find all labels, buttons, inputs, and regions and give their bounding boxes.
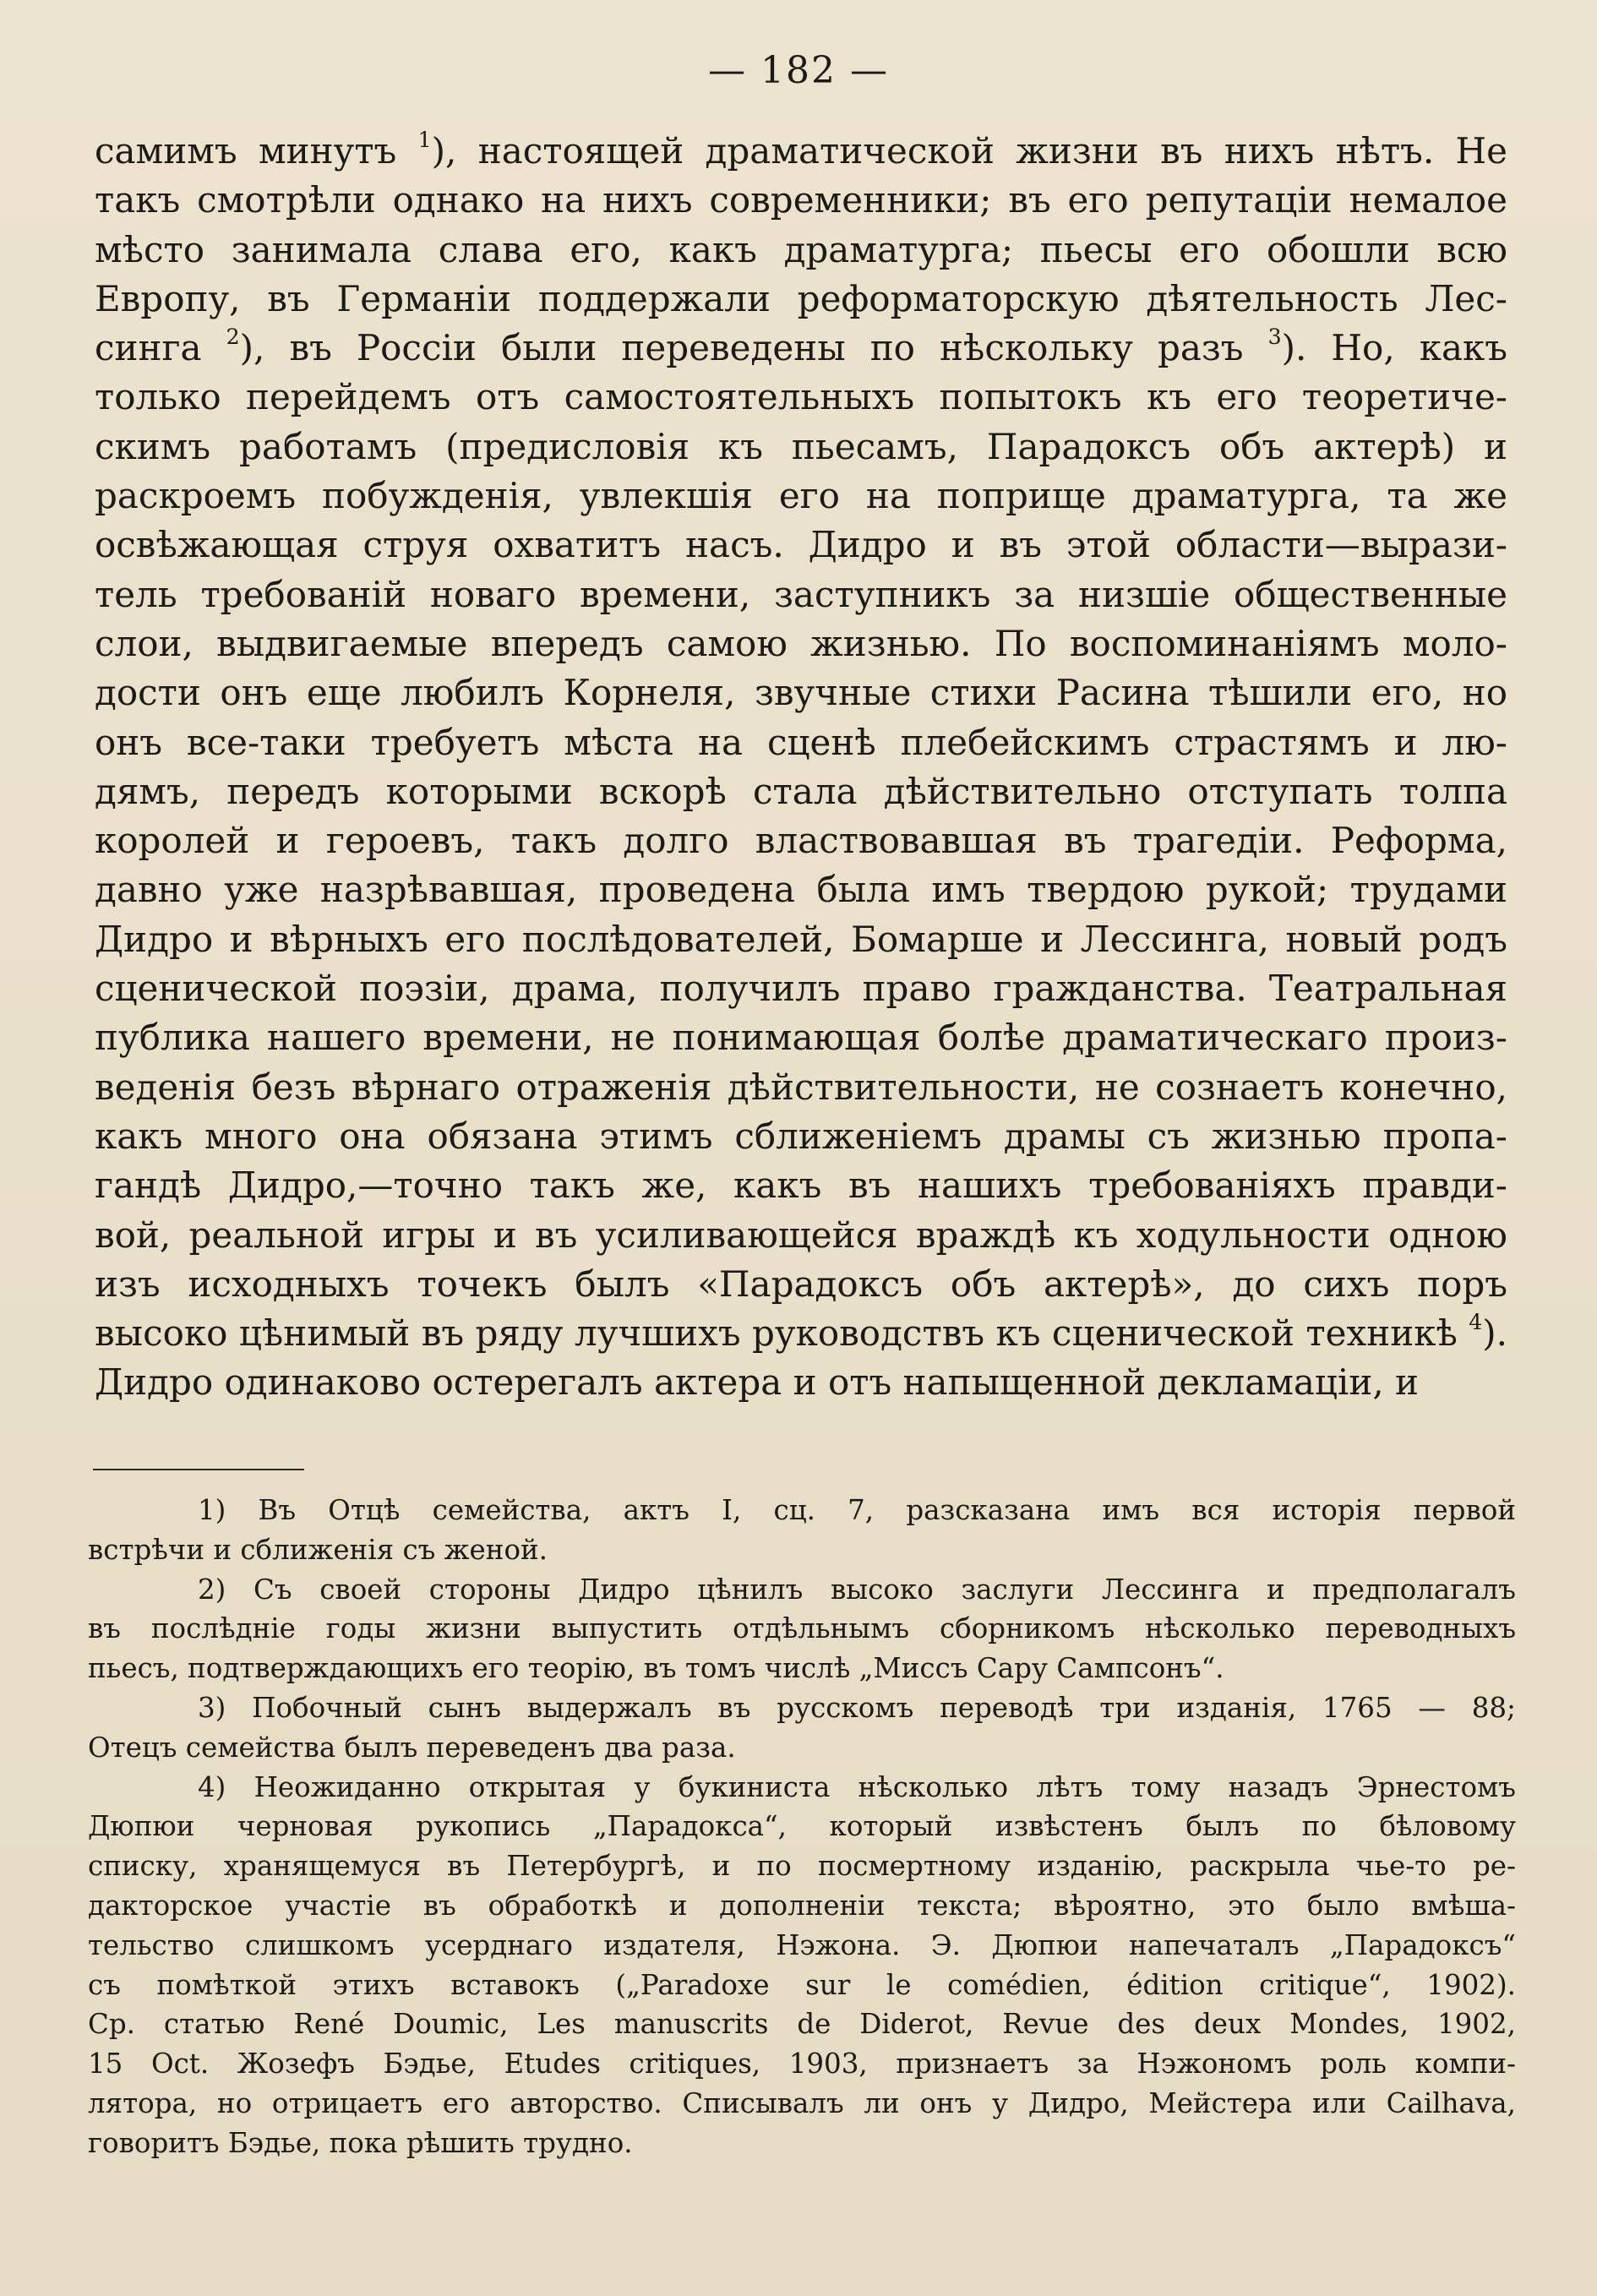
text-run: мѣсто занимала слава его, какъ драматурга; пьесы его обошли всю — [95, 228, 1507, 270]
text-run: освѣжающая струя охватитъ насъ. Дидро и въ этой области—вырази- — [95, 524, 1507, 566]
text-run: ), настоящей драматической жизни въ нихъ нѣтъ. Не — [431, 130, 1508, 172]
text-line — [95, 816, 1507, 865]
footnote-ref: 4 — [1469, 1310, 1483, 1335]
text-run: Европу, въ Германіи поддержали реформаторскую дѣятельность Лес- — [95, 277, 1507, 319]
footnote-line — [88, 1728, 1516, 1768]
text-line — [95, 1161, 1507, 1210]
footnote-text: пьесъ, подтверждающихъ его теорію, въ томъ числѣ „Миссъ Сару Сампсонъ“. — [88, 1652, 1224, 1685]
text-line — [95, 1211, 1507, 1260]
footnote-line — [88, 1649, 1516, 1688]
footnote-text: Дюпюи черновая рукопись „Парадокса“, который извѣстенъ былъ по бѣловому — [88, 1810, 1516, 1843]
text-run: дости онъ еще любилъ Корнеля, звучные стихи Расина тѣшили его, но — [95, 672, 1507, 714]
text-run: Дидро одинаково остерегалъ актера и отъ напыщенной декламаціи, и — [95, 1361, 1420, 1404]
text-run: самимъ минутъ — [95, 130, 418, 172]
footnote-line — [88, 1807, 1516, 1846]
text-run: веденія безъ вѣрнаго отраженія дѣйствительности, не сознаетъ конечно, — [95, 1066, 1507, 1108]
footnote-text: въ послѣдніе годы жизни выпустить отдѣльнымъ сборникомъ нѣсколько переводныхъ — [88, 1612, 1516, 1645]
text-run: раскроемъ побужденія, увлекшія его на поприще драматурга, та же — [95, 475, 1507, 517]
footnote-line — [88, 1926, 1516, 1966]
text-line — [95, 915, 1507, 964]
footnote-text: Ср. статью René Doumic, Les manuscrits de Diderot, Revue des deux Mondes, 1902, — [88, 2008, 1516, 2041]
footnote-text: 2) Съ своей стороны Дидро цѣнилъ высоко заслуги Лессинга и предполагалъ — [198, 1573, 1516, 1606]
text-line — [95, 718, 1507, 767]
footnote-line — [88, 1966, 1516, 2005]
footnote-text: 3) Побочный сынъ выдержалъ въ русскомъ переводѣ три изданія, 1765 — 88; — [198, 1691, 1516, 1724]
text-run: дямъ, передъ которыми вскорѣ стала дѣйствительно отступать толпа — [95, 770, 1507, 812]
text-run: вой, реальной игры и въ усиливающейся враждѣ къ ходульности одною — [95, 1213, 1507, 1256]
footnote-line — [88, 1768, 1516, 1808]
footnote-line — [88, 1846, 1516, 1886]
footnote-line — [88, 1570, 1516, 1610]
text-run: изъ исходныхъ точекъ былъ «Парадоксъ объ актерѣ», до сихъ поръ — [95, 1263, 1507, 1305]
text-line — [95, 964, 1507, 1013]
footnote-ref: 3 — [1267, 324, 1282, 350]
text-line — [95, 373, 1507, 422]
text-line — [95, 668, 1507, 717]
text-line — [95, 472, 1507, 521]
footnote-text: списку, хранящемуся въ Петербургѣ, и по посмертному изданію, раскрыла чье-то ре- — [88, 1850, 1516, 1883]
footnote-text: дакторское участіе въ обработкѣ и дополненіи текста; вѣроятно, это было вмѣша- — [88, 1889, 1516, 1922]
text-line — [95, 767, 1507, 816]
text-line — [95, 127, 1507, 176]
text-run: такъ смотрѣли однако на нихъ современники; въ его репутаціи немалое — [95, 179, 1507, 221]
text-line — [95, 226, 1507, 275]
footnote-line — [88, 1688, 1516, 1728]
footnote-text: съ помѣткой этихъ вставокъ („Paradoxe sur le comédien, édition critique“, 1902). — [88, 1968, 1516, 2001]
footnotes — [88, 1491, 1516, 2163]
footnote-ref: 1 — [417, 128, 432, 153]
footnote-text: говоритъ Бэдье, пока рѣшить трудно. — [88, 2126, 633, 2159]
footnote-line — [88, 1530, 1516, 1570]
footnote-text: лятора, но отрицаетъ его авторство. Списывалъ ли онъ у Дидро, Мейстера или Cailhava, — [88, 2086, 1516, 2119]
text-line — [95, 1358, 1507, 1407]
footnote-line — [88, 1491, 1516, 1530]
footnote-line — [88, 2124, 1516, 2163]
text-run: какъ много она обязана этимъ сближеніемъ драмы съ жизнью пропа- — [95, 1115, 1507, 1157]
footnote-line — [88, 1886, 1516, 1926]
footnote-line — [88, 1609, 1516, 1649]
text-line — [95, 423, 1507, 472]
text-line — [95, 1112, 1507, 1161]
text-line — [95, 570, 1507, 619]
text-line — [95, 1309, 1507, 1358]
text-line — [95, 1013, 1507, 1062]
footnote-separator — [93, 1469, 304, 1470]
text-line — [95, 619, 1507, 668]
text-run: только перейдемъ отъ самостоятельныхъ попытокъ къ его теоретиче- — [95, 376, 1507, 418]
footnote-ref: 2 — [226, 324, 240, 350]
text-run: публика нашего времени, не понимающая болѣе драматическаго произ- — [95, 1017, 1507, 1059]
text-run: сценической поэзіи, драма, получилъ право гражданства. Театральная — [95, 968, 1507, 1010]
footnote-line — [88, 2044, 1516, 2084]
footnote-text: 1) Въ Отцѣ семейства, актъ I, сц. 7, разсказана имъ вся исторія первой — [198, 1494, 1516, 1526]
text-run: скимъ работамъ (предисловія къ пьесамъ, Парадоксъ объ актерѣ) и — [95, 425, 1507, 467]
text-run: давно уже назрѣвавшая, проведена была имъ твердою рукой; трудами — [95, 869, 1507, 911]
footnote-text: Отецъ семейства былъ переведенъ два раза. — [88, 1731, 736, 1764]
text-line — [95, 1260, 1507, 1309]
text-line — [95, 275, 1507, 324]
text-line — [95, 1063, 1507, 1112]
text-run: тель требованій новаго времени, заступникъ за низшіе общественные — [95, 573, 1507, 615]
text-line — [95, 521, 1507, 570]
text-run: гандѣ Дидро,—точно такъ же, какъ въ нашихъ требованіяхъ правди- — [95, 1164, 1507, 1207]
text-line — [95, 865, 1507, 914]
footnote-line — [88, 2084, 1516, 2124]
text-run: синга — [95, 327, 226, 369]
text-run: высоко цѣнимый въ ряду лучшихъ руководствъ къ сценической техникѣ — [95, 1312, 1469, 1355]
text-run: ). Но, какъ — [1281, 327, 1508, 369]
footnote-text: 4) Неожиданно открытая у букиниста нѣсколько лѣтъ тому назадъ Эрнестомъ — [198, 1770, 1516, 1803]
text-run: ), въ Россіи были переведены по нѣскольку разъ — [239, 327, 1268, 369]
text-run: ). — [1482, 1312, 1507, 1355]
text-run: Дидро и вѣрныхъ его послѣдователей, Бомарше и Лессинга, новый родъ — [95, 918, 1507, 960]
text-run: королей и героевъ, такъ долго властвовавшая въ трагедіи. Реформа, — [95, 820, 1507, 862]
footnote-text: встрѣчи и сближенія съ женой. — [88, 1533, 548, 1566]
main-text — [95, 127, 1507, 1408]
text-line — [95, 176, 1507, 225]
footnote-text: тельство слишкомъ усерднаго издателя, Нэжона. Э. Дюпюи напечаталъ „Парадоксъ“ — [88, 1928, 1516, 1961]
page-number: — 182 — — [708, 49, 889, 92]
footnote-text: 15 Oct. Жозефъ Бэдье, Etudes critiques, 1903, признаетъ за Нэжономъ роль компи- — [88, 2048, 1516, 2081]
text-run: слои, выдвигаемые впередъ самою жизнью. По воспоминаніямъ моло- — [95, 622, 1507, 664]
text-run: онъ все-таки требуетъ мѣста на сценѣ плебейскимъ страстямъ и лю- — [95, 721, 1507, 763]
text-line — [95, 324, 1507, 373]
footnote-line — [88, 2004, 1516, 2044]
